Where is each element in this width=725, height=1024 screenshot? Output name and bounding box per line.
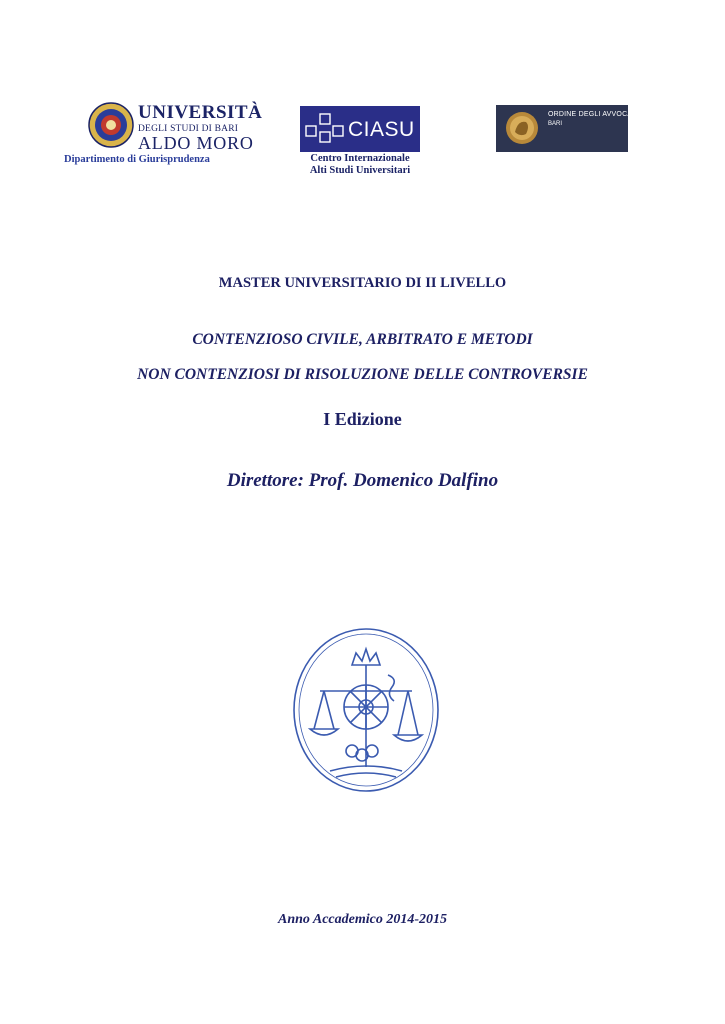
ordine-name: ORDINE DEGLI AVVOCATI [548, 111, 639, 118]
course-title-line1: CONTENZIOSO CIVILE, ARBITRATO E METODI [192, 331, 533, 348]
university-name-line2: DEGLI STUDI DI BARI [138, 124, 239, 134]
director-line: Direttore: Prof. Domenico Dalfino [226, 470, 499, 491]
university-name-line3: ALDO MORO [138, 133, 254, 153]
university-name-line1: UNIVERSITÀ [138, 102, 263, 123]
course-title-line2: NON CONTENZIOSI DI RISOLUZIONE DELLE CONTROVERSIE [137, 366, 588, 383]
department-name: Dipartimento di Giurisprudenza [64, 154, 210, 165]
academic-year: Anno Accademico 2014-2015 [277, 912, 448, 927]
ordine-city: BARI [548, 121, 563, 127]
ciasu-subtitle-line2: Alti Studi Universitari [309, 165, 411, 176]
edition-label: I Edizione [323, 409, 402, 429]
ciasu-name: CIASU [348, 118, 415, 141]
ciasu-squares-icon [304, 112, 344, 146]
university-seal-emblem-icon [290, 625, 442, 795]
ciasu-subtitle-line1: Centro Internazionale [310, 153, 410, 164]
ciasu-box [300, 106, 420, 152]
program-title: MASTER UNIVERSITARIO DI II LIVELLO [218, 275, 507, 291]
coin-icon [504, 110, 540, 146]
university-logo [64, 102, 264, 168]
ciasu-logo [300, 106, 430, 178]
ordine-avvocati-logo [496, 105, 639, 152]
university-seal-icon [88, 102, 134, 148]
